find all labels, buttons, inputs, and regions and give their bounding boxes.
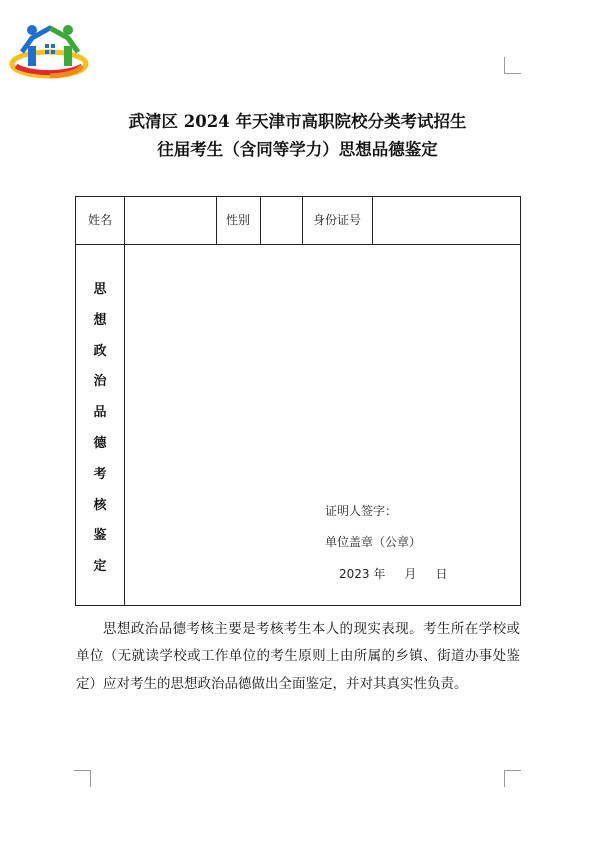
section-label-char: 想 — [93, 312, 107, 328]
section-label-char: 德 — [93, 435, 107, 451]
section-label-char: 思 — [93, 282, 107, 297]
assessment-section-label — [76, 275, 124, 583]
page-corner-mark — [504, 770, 521, 787]
name-label: 姓名 — [87, 213, 112, 227]
page-corner-mark — [504, 57, 521, 74]
date-line: 2023 年 月 日 — [339, 567, 448, 581]
section-label-char: 定 — [93, 559, 107, 575]
document-title-line2: 往届考生（含同等学力）思想品德鉴定 — [157, 140, 438, 159]
page-corner-mark — [74, 770, 91, 787]
section-label-char: 考 — [93, 466, 107, 482]
section-label-char: 核 — [93, 497, 107, 513]
seal-label: 单位盖章（公章） — [325, 535, 422, 549]
school-logo — [8, 22, 90, 82]
section-label-char: 治 — [93, 374, 107, 390]
signature-label: 证明人签字： — [325, 504, 398, 518]
instruction-paragraph: 思想政治品德考核主要是考核考生本人的现实表现。考生所在学校或单位（无就读学校或工作单位的考生原则上由所属的乡镇、街道办事处鉴定）应对考生的思想政治品德做出全面鉴定，并对其真实性负责。 — [76, 621, 520, 692]
id-number-label: 身份证号 — [312, 213, 361, 227]
gender-label: 性别 — [225, 213, 250, 227]
gender-value-cell[interactable] — [261, 197, 302, 244]
name-value-cell[interactable] — [125, 197, 216, 244]
table-row-divider — [76, 244, 520, 245]
assessment-form-table — [75, 196, 521, 606]
section-label-char: 品 — [93, 405, 107, 421]
id-number-value-cell[interactable] — [373, 197, 521, 244]
document-title-line1: 武清区 2024 年天津市高职院校分类考试招生 — [128, 112, 467, 131]
section-label-char: 政 — [93, 343, 107, 359]
section-label-char: 鉴 — [93, 528, 107, 544]
table-divider — [124, 244, 125, 606]
